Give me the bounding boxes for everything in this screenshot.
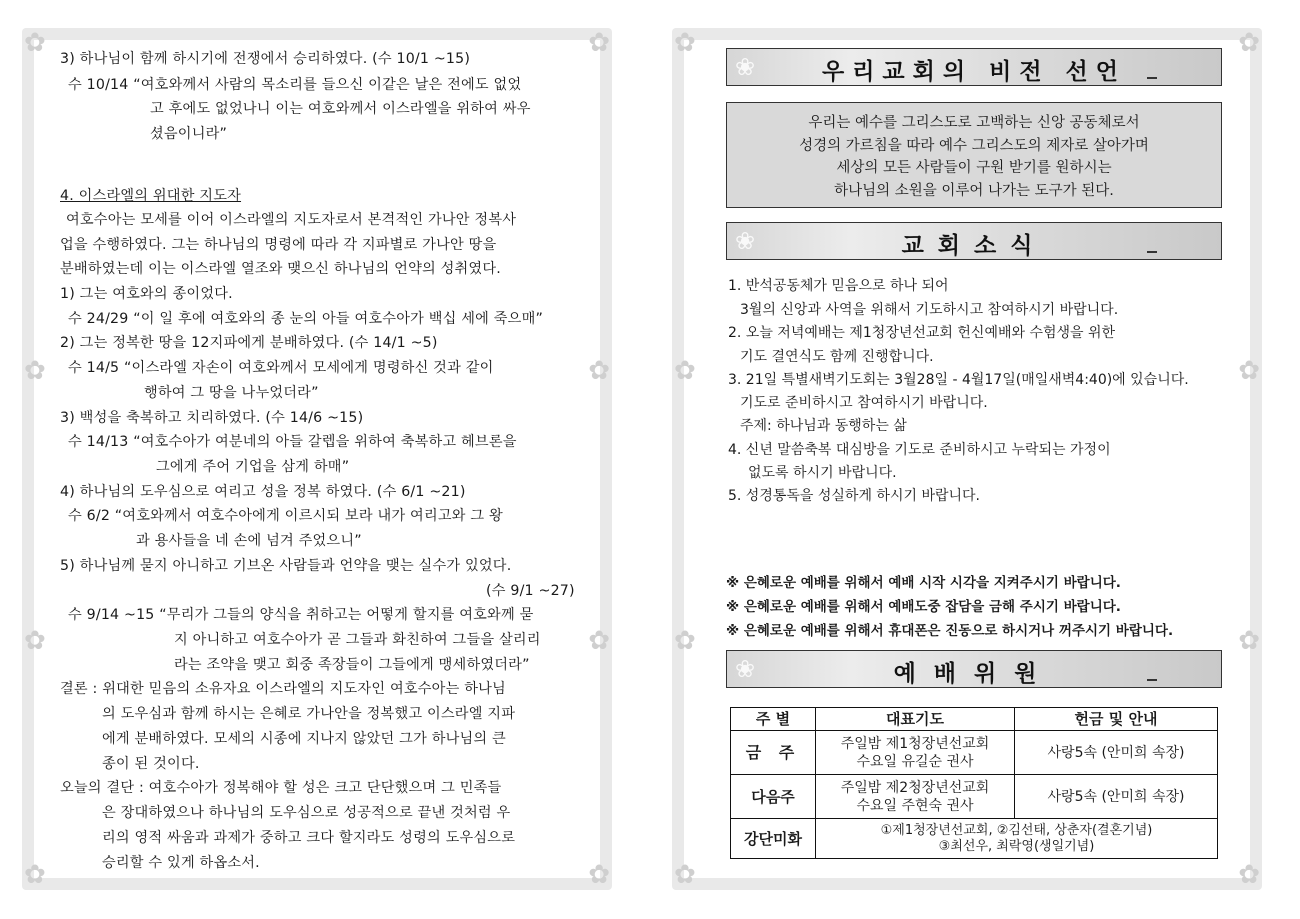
news-item: 기도 결연식도 함께 진행합니다. (740, 349, 934, 365)
news-item: 4. 신년 말씀축복 대심방을 기도로 준비하시고 누락되는 가정이 (728, 442, 1111, 458)
right-page (672, 28, 1262, 890)
left-page (22, 28, 612, 890)
news-banner (726, 222, 1222, 260)
text-line: 수 14/5 “이스라엘 자손이 여호와께서 모세에게 명령하신 것과 같이 (68, 360, 494, 376)
flower-icon: ✿ (674, 626, 696, 656)
flower-icon: ✿ (1238, 626, 1260, 656)
news-item: 기도로 준비하시고 참여하시기 바랍니다. (740, 395, 988, 411)
text-line: 4) 하나님의 도우심으로 여리고 성을 정복 하였다. (수 6/1 ~21) (60, 484, 466, 500)
news-item: 주제: 하나님과 동행하는 삶 (740, 418, 907, 434)
prayer-line: 수요일 유길순 권사 (856, 753, 974, 770)
text-line: 5) 하나님께 묻지 아니하고 기브온 사람들과 언약을 맺는 실수가 있었다. (60, 558, 512, 574)
flower-icon: ❀ (735, 655, 756, 683)
text-line: 의 도우심과 함께 하시는 은혜로 가나안을 정복했고 이스라엘 지파 (102, 706, 516, 722)
divider (1147, 251, 1157, 253)
flower-icon: ✿ (588, 28, 610, 58)
flower-icon: ✿ (24, 860, 46, 890)
duty-banner (726, 650, 1222, 688)
prayer-line: 주일밤 제1청장년선교회 (840, 735, 990, 752)
text-line: 수 24/29 “이 일 후에 여호와의 종 눈의 아들 여호수아가 백십 세에 죽으매” (68, 311, 544, 327)
table-row (731, 731, 1218, 775)
text-line: 고 후에도 없었나니 이는 여호와께서 이스라엘을 위하여 싸우 (150, 101, 531, 117)
prayer-cell (816, 731, 1015, 775)
vision-line: 우리는 예수를 그리스도로 고백하는 신앙 공동체로서 (808, 115, 1140, 131)
flower-icon: ✿ (1238, 860, 1260, 890)
text-line: 오늘의 결단 : 여호수아가 정복해야 할 성은 크고 단단했으며 그 민족들 (60, 780, 502, 796)
news-title: 교회소식 (901, 233, 1047, 259)
text-line: 수 9/14 ~15 “무리가 그들의 양식을 취하고는 어떻게 할지를 여호와께 묻 (68, 607, 534, 623)
altar-label-cell: 강단미화 (731, 819, 816, 859)
flower-icon: ✿ (674, 28, 696, 58)
flower-icon: ✿ (24, 626, 46, 656)
news-item: 5. 성경통독을 성실하게 하시기 바랍니다. (728, 488, 980, 504)
text-line: 리의 영적 싸움과 과제가 중하고 크다 할지라도 성령의 도우심으로 (102, 830, 516, 846)
news-item: 2. 오늘 저녁예배는 제1청장년선교회 헌신예배와 수험생을 위한 (728, 325, 1116, 341)
flower-icon: ✿ (588, 626, 610, 656)
flower-icon: ❀ (735, 227, 756, 255)
vision-line: 세상의 모든 사람들이 구원 받기를 원하시는 (836, 160, 1112, 176)
prayer-cell (816, 775, 1015, 819)
text-line: 업을 수행하였다. 그는 하나님의 명령에 따라 각 지파별로 가나안 땅을 (60, 237, 497, 253)
prayer-line: 수요일 주현숙 권사 (856, 797, 974, 814)
column-header: 대표기도 (816, 708, 1015, 731)
divider (1147, 679, 1157, 681)
text-line: 승리할 수 있게 하옵소서. (102, 855, 260, 871)
text-line: 수 10/14 “여호와께서 사람의 목소리를 들으신 이같은 날은 전에도 없었 (68, 77, 522, 93)
vision-statement (726, 102, 1222, 208)
news-item: 3. 21일 특별새벽기도회는 3월28일 - 4월17일(매일새벽4:40)에 있습니다. (728, 372, 1189, 388)
week-cell: 다음주 (731, 775, 816, 819)
vision-line: 하나님의 소원을 이루어 나가는 도구가 된다. (834, 182, 1114, 199)
sermon-notes (50, 42, 590, 876)
prayer-line: 주일밤 제2청장년선교회 (840, 779, 990, 796)
text-line: 3) 하나님이 함께 하시기에 전쟁에서 승리하였다. (수 10/1 ~15) (60, 51, 471, 67)
flower-icon: ✿ (1238, 356, 1260, 386)
altar-line: ①제1청장년선교회, ②김선태, 상춘자(결혼기념) (880, 822, 1153, 838)
divider (1147, 77, 1157, 79)
altar-line: ③최선우, 최락영(생일기념) (938, 838, 1095, 854)
column-header: 헌금 및 안내 (1015, 708, 1218, 731)
flower-icon: ✿ (1238, 28, 1260, 58)
table-row (731, 819, 1218, 859)
text-line: 2) 그는 정복한 땅을 12지파에게 분배하였다. (수 14/1 ~5) (60, 335, 438, 351)
worship-notice: ※ 은혜로운 예배를 위해서 예배 시작 시각을 지켜주시기 바랍니다. (726, 575, 1121, 591)
flower-icon: ✿ (24, 28, 46, 58)
table-header-row (731, 708, 1218, 731)
text-line: 은 장대하였으나 하나님의 도우심으로 성공적으로 끝낸 것처럼 우 (102, 805, 511, 821)
text-line: 과 용사들을 네 손에 넘겨 주었으니” (136, 533, 362, 549)
text-line: 그에게 주어 기업을 삼게 하매” (156, 459, 350, 475)
text-line: 3) 백성을 축복하고 치리하였다. (수 14/6 ~15) (60, 410, 364, 426)
flower-icon: ✿ (588, 356, 610, 386)
text-line: 분배하였는데 이는 이스라엘 열조와 맺으신 하나님의 언약의 성취였다. (60, 261, 501, 277)
column-header: 주 별 (731, 708, 816, 731)
flower-icon: ❀ (735, 53, 756, 81)
text-line: 수 6/2 “여호와께서 여호수아에게 이르시되 보라 내가 여리고와 그 왕 (68, 508, 503, 524)
text-line: 종이 된 것이다. (102, 756, 200, 772)
flower-icon: ✿ (24, 356, 46, 386)
text-line: (수 9/1 ~27) (486, 583, 575, 599)
news-item: 3월의 신앙과 사역을 위해서 기도하시고 참여하시기 바랍니다. (740, 302, 1119, 318)
worship-notice: ※ 은혜로운 예배를 위해서 휴대폰은 진동으로 하시거나 꺼주시기 바랍니다. (726, 623, 1174, 639)
text-line: 에게 분배하였다. 모세의 시종에 지나지 않았던 그가 하나님의 큰 (102, 731, 506, 747)
vision-line: 성경의 가르침을 따라 예수 그리스도의 제자로 살아가며 (799, 137, 1149, 154)
text-line: 여호수아는 모세를 이어 이스라엘의 지도자로서 본격적인 가나안 정복사 (66, 212, 517, 228)
duty-title: 예배위원 (893, 661, 1055, 687)
flower-icon: ✿ (674, 356, 696, 386)
text-line: 행하여 그 땅을 나누었더라” (144, 385, 319, 401)
duty-table (730, 707, 1218, 859)
flower-icon: ✿ (674, 860, 696, 890)
vision-banner (726, 48, 1222, 86)
text-line: 결론 : 위대한 믿음의 소유자요 이스라엘의 지도자인 여호수아는 하나님 (60, 681, 506, 697)
text-line: 지 아니하고 여호수아가 곧 그들과 화친하여 그들을 살리리 (174, 632, 541, 648)
text-line: 라는 조약을 맺고 회중 족장들이 그들에게 맹세하였더라” (174, 657, 530, 673)
news-item: 없도록 하시기 바랍니다. (748, 465, 897, 481)
altar-cell (816, 819, 1218, 859)
text-line: 셨음이니라” (150, 126, 228, 142)
vision-title: 우리교회의 비전 선언 (822, 59, 1126, 85)
table-row (731, 775, 1218, 819)
news-item: 1. 반석공동체가 믿음으로 하나 되어 (728, 278, 949, 294)
week-cell: 금 주 (731, 731, 816, 775)
offering-cell: 사랑5속 (안미희 속장) (1015, 731, 1218, 775)
text-line: 수 14/13 “여호수아가 여분네의 아들 갈렙을 위하여 축복하고 헤브론을 (68, 434, 517, 450)
offering-cell: 사랑5속 (안미희 속장) (1015, 775, 1218, 819)
text-line: 1) 그는 여호와의 종이었다. (60, 286, 233, 302)
flower-icon: ✿ (588, 860, 610, 890)
section-heading: 4. 이스라엘의 위대한 지도자 (60, 188, 242, 204)
worship-notice: ※ 은혜로운 예배를 위해서 예배도중 잡담을 금해 주시기 바랍니다. (726, 599, 1121, 615)
